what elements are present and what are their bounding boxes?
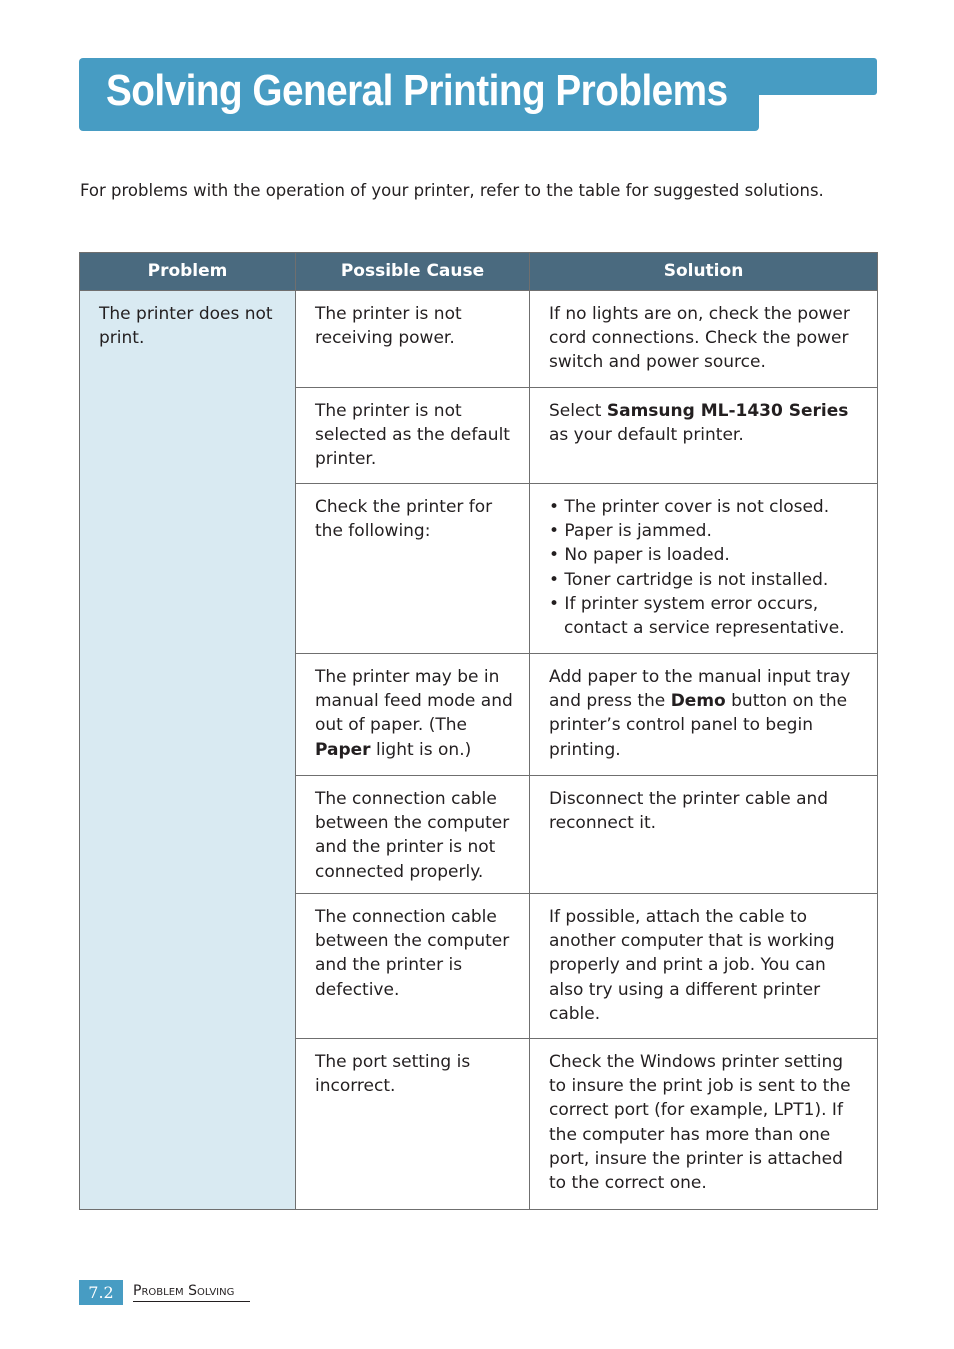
troubleshooting-table (79, 252, 878, 1210)
solution-cell (530, 388, 878, 484)
solution-cell (530, 654, 878, 776)
header-solution: Solution (530, 253, 878, 291)
header-problem: Problem (80, 253, 296, 291)
solution-text-pre: Select (549, 401, 607, 421)
list-item: • No paper is loaded. (549, 545, 730, 566)
cause-cell (296, 654, 530, 776)
solution-text-pre: Add paper to the manual input tray and press the (549, 667, 851, 712)
paper-light-label: Paper (315, 739, 371, 760)
cause-cell (296, 894, 530, 1039)
intro-paragraph: For problems with the operation of your printer, refer to the table for suggested solutions. (80, 181, 824, 200)
cause-text: The connection cable between the computer and the printer is defective. (315, 907, 510, 1000)
title-bar-extension (740, 58, 877, 95)
problem-text: The printer does not print. (99, 304, 273, 349)
cause-cell (296, 484, 530, 654)
cause-cell (296, 1039, 530, 1210)
list-item: • If printer system error occurs, contact a service representative. (549, 593, 845, 639)
solution-text: If possible, attach the cable to another computer that is working properly and print a job. You can also try using a different printer cable. (549, 907, 835, 1024)
solution-text-post: as your default printer. (549, 425, 744, 446)
list-item: • The printer cover is not closed. (549, 497, 830, 517)
cause-text: The port setting is incorrect. (315, 1052, 471, 1097)
cause-text: The printer is not selected as the default printer. (315, 401, 510, 470)
cause-cell (296, 388, 530, 484)
solution-text: Check the Windows printer setting to insure the print job is sent to the correct port (for example, LPT1). If the computer has more than one port, insure the printer is attached to the correct one. (549, 1052, 851, 1194)
page-title: Solving General Printing Problems (106, 66, 728, 115)
footer-underline (133, 1301, 250, 1302)
printer-model-name: Samsung ML-1430 Series (606, 401, 849, 421)
cause-cell (296, 291, 530, 388)
cause-text: The printer is not receiving power. (315, 304, 462, 349)
list-item: • Toner cartridge is not installed. (549, 569, 829, 590)
cause-text-pre: The printer may be in manual feed mode and out of paper. (The (315, 667, 513, 736)
solution-text: If no lights are on, check the power cord connections. Check the power switch and power source. (549, 304, 850, 373)
section-name: Problem Solving (133, 1283, 235, 1299)
solution-text: Disconnect the printer cable and reconnect it. (549, 789, 829, 834)
problem-cell (80, 291, 296, 1210)
demo-button-label: Demo (670, 691, 726, 712)
list-item: • Paper is jammed. (549, 521, 712, 542)
solution-cell (530, 894, 878, 1039)
solution-text-post: button on the printer’s control panel to begin printing. (549, 691, 848, 760)
table-row (80, 291, 878, 388)
solution-cell (530, 1039, 878, 1210)
table-header-row (80, 253, 878, 291)
page-number-badge: 7.2 (79, 1280, 123, 1305)
cause-cell (296, 776, 530, 894)
solution-cell (530, 776, 878, 894)
solution-cell (530, 484, 878, 654)
cause-text: Check the printer for the following: (315, 497, 493, 542)
solution-cell (530, 291, 878, 388)
cause-text-post: light is on.) (370, 739, 472, 760)
header-possible-cause: Possible Cause (296, 253, 530, 291)
checklist (549, 495, 863, 640)
cause-text: The connection cable between the computer and the printer is not connected properly. (315, 789, 510, 882)
